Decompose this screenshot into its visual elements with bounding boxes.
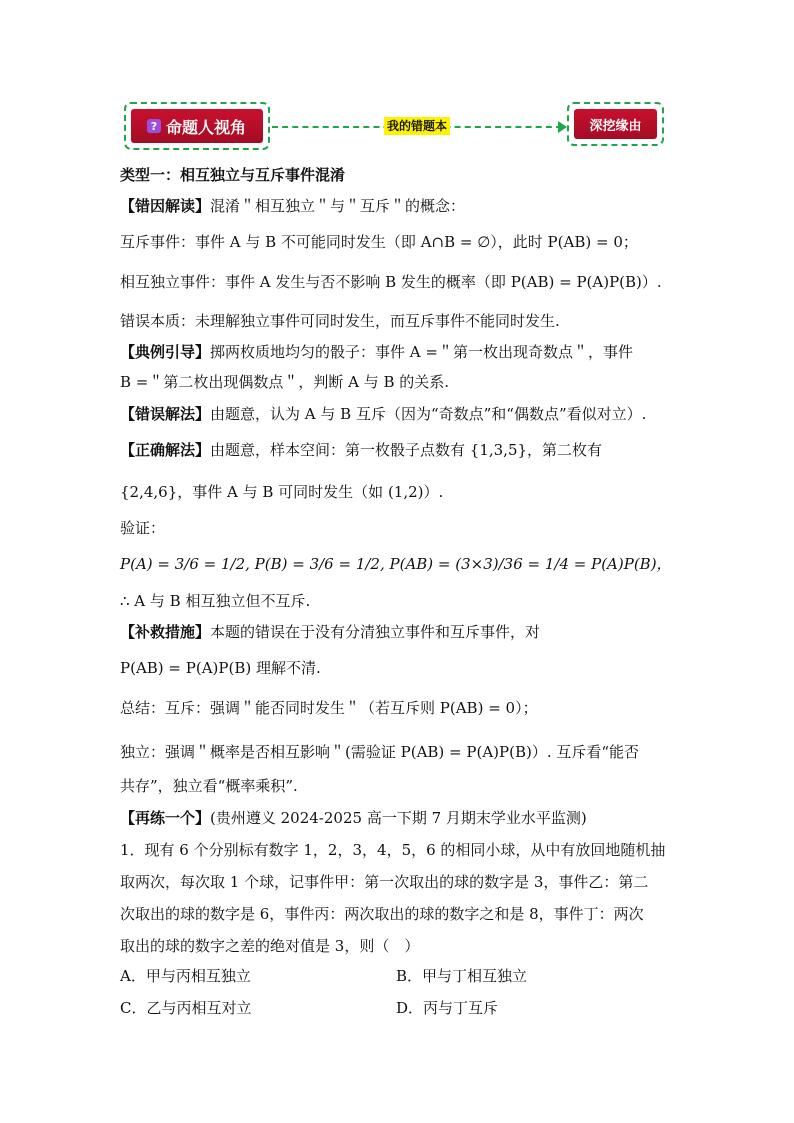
summary-line-3: 共存”，独立看“概率乘积”. — [120, 777, 298, 795]
conclusion-line: ∴ A 与 B 相互独立但不互斥. — [120, 592, 311, 610]
remedy-text: 本题的错误在于没有分清独立事件和互斥事件，对 — [210, 623, 541, 641]
dig-reason-badge-label: 深挖缘由 — [589, 118, 642, 134]
remedy-tag: 【补救措施】 — [120, 623, 211, 641]
error-cause-text: 混淆＂相互独立＂与＂互斥＂的概念： — [210, 197, 466, 215]
question-line-1: 1．现有 6 个分别标有数字 1，2，3，4，5，6 的相同小球，从中有放回地随机抽 — [120, 841, 666, 859]
example-text: 掷两枚质地均匀的骰子：事件 A =＂第一枚出现奇数点＂，事件 — [210, 343, 633, 361]
example-tag: 【典例引导】 — [120, 343, 211, 361]
question-line-2: 取两次，每次取 1 个球，记事件甲：第一次取出的球的数字是 3，事件乙：第二 — [120, 873, 649, 891]
header-banner — [0, 0, 794, 160]
perspective-badge — [124, 102, 270, 150]
perspective-badge-label: 命题人视角 — [166, 117, 247, 137]
summary-line-2: 独立：强调＂概率是否相互影响＂(需验证 P(AB) = P(A)P(B)）. 互斥看“能否 — [120, 743, 640, 761]
wrong-solution-tag: 【错误解法】 — [120, 405, 211, 423]
question-line-4: 取出的球的数字之差的绝对值是 3，则（ ） — [120, 937, 420, 955]
dig-reason-badge-inner — [574, 109, 657, 139]
arrow-right-icon — [558, 121, 567, 133]
error-essence: 错误本质：未理解独立事件可同时发生，而互斥事件不能同时发生. — [120, 312, 560, 330]
mistake-book-label: 我的错题本 — [384, 117, 450, 135]
practice-line — [120, 808, 587, 828]
correct-solution-text: 由题意，样本空间：第一枚骰子点数有 {1,3,5}，第二枚有 — [210, 441, 603, 459]
option-a[interactable]: A．甲与丙相互独立 — [120, 967, 251, 985]
option-b[interactable]: B．甲与丁相互独立 — [396, 967, 528, 985]
option-d[interactable]: D．丙与丁互斥 — [396, 999, 499, 1017]
perspective-badge-inner — [131, 109, 263, 143]
example-line — [120, 342, 633, 362]
practice-tag: 【再练一个】 — [120, 809, 211, 827]
option-c[interactable]: C．乙与丙相互对立 — [120, 999, 252, 1017]
correct-solution-line-2: {2,4,6}，事件 A 与 B 可同时发生（如 (1,2)）. — [120, 483, 444, 501]
summary-line: 总结：互斥：强调＂能否同时发生＂（若互斥则 P(AB) = 0）； — [120, 699, 538, 717]
verify-label: 验证： — [120, 519, 166, 537]
error-cause-tag: 【错因解读】 — [120, 197, 211, 215]
mutually-exclusive-def: 互斥事件：事件 A 与 B 不可能同时发生（即 A∩B = ∅），此时 P(AB) = 0； — [120, 233, 638, 251]
error-cause-line — [120, 196, 465, 216]
correct-solution-line — [120, 440, 602, 460]
remedy-line — [120, 622, 540, 642]
dig-reason-badge — [567, 102, 664, 146]
question-line-3: 次取出的球的数字是 6，事件丙：两次取出的球的数字之和是 8，事件丁：两次 — [120, 905, 644, 923]
wrong-solution-text: 由题意，认为 A 与 B 互斥（因为“奇数点”和“偶数点”看似对立）. — [210, 405, 647, 423]
question-icon: ? — [147, 119, 161, 133]
independent-def: 相互独立事件：事件 A 发生与否不影响 B 发生的概率（即 P(AB) = P(A)P(B)）. — [120, 273, 662, 291]
example-line-2: B =＂第二枚出现偶数点＂，判断 A 与 B 的关系. — [120, 373, 450, 391]
correct-solution-tag: 【正确解法】 — [120, 441, 211, 459]
wrong-solution-line — [120, 404, 646, 424]
type-title: 类型一：相互独立与互斥事件混淆 — [120, 166, 346, 184]
verify-formula: P(A) = 3/6 = 1/2, P(B) = 3/6 = 1/2, P(AB) = (3×3)/36 = 1/4 = P(A)P(B)， — [120, 555, 672, 573]
remedy-line-2: P(AB) = P(A)P(B) 理解不清. — [120, 659, 321, 677]
practice-text: (贵州遵义 2024-2025 高一下期 7 月期末学业水平监测) — [210, 809, 587, 827]
